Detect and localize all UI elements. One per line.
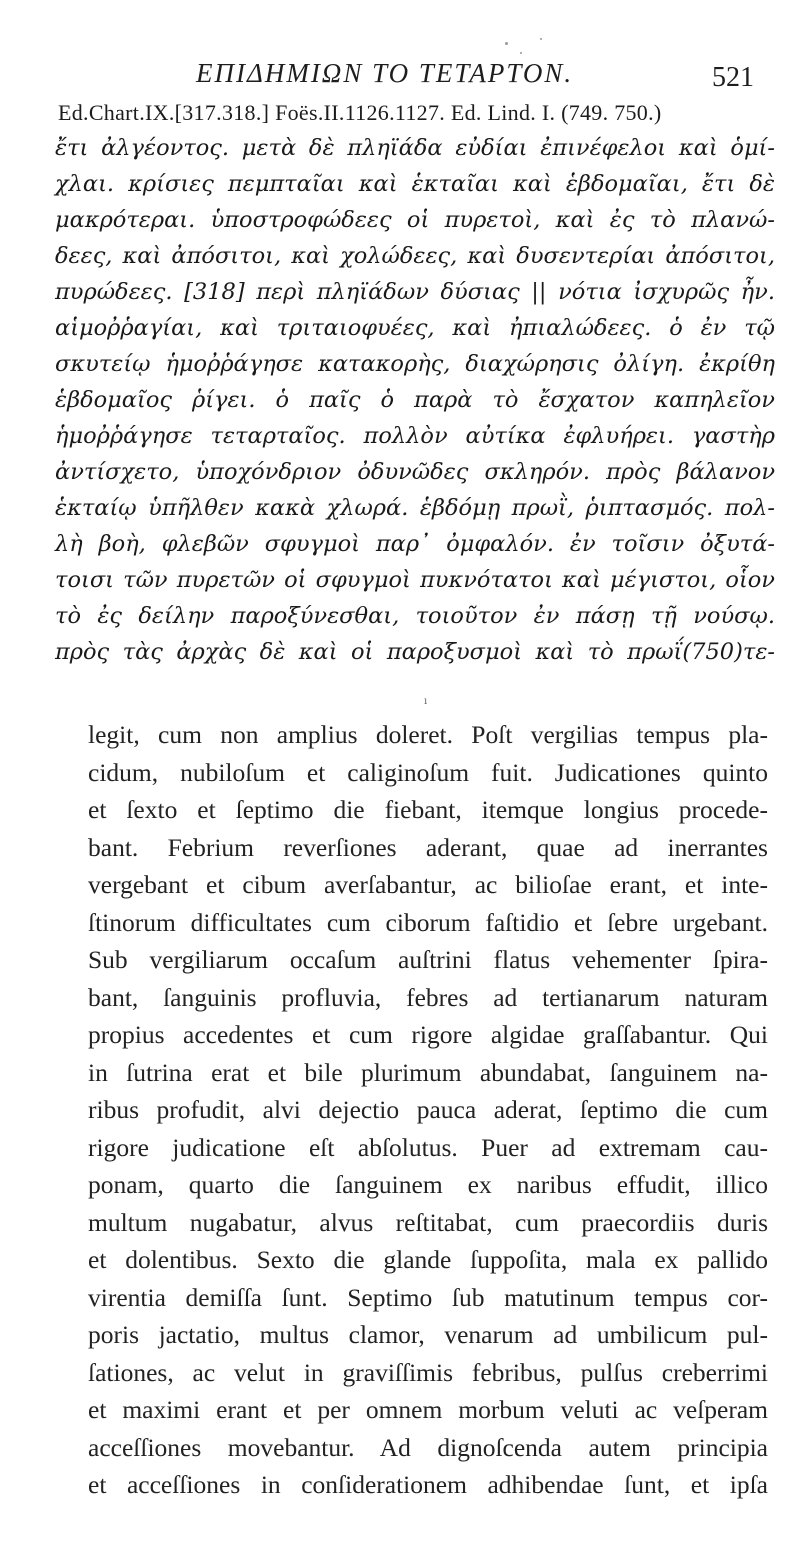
greek-line: λὴ βοὴ, φλεβῶν σφυγμοὶ παρ᾽ ὀμφαλόν. ἐν τοῖσιν ὀξυτά-: [55, 531, 775, 557]
paper-speck: [520, 52, 522, 54]
greek-line: αἱμοῤῥαγίαι, καὶ τριταιοφυέες, καὶ ἠπιαλώδεες. ὁ ἐν τῷ: [55, 315, 775, 341]
page-number: 521: [712, 62, 754, 93]
latin-line: legit, cum non amplius doleret. Poſt vergilias tempus pla-: [88, 720, 768, 749]
latin-line: et acceſſiones in conſiderationem adhibendae ſunt, et ipſa: [88, 1470, 768, 1499]
latin-line: bant, ſanguinis profluvia, febres ad tertianarum naturam: [88, 982, 768, 1012]
greek-line: τὸ ἐς δείλην παροξύνεσθαι, τοιοῦτον ἐν πάσῃ τῇ νούσῳ.: [55, 603, 775, 629]
greek-line: ἔτι ἀλγέοντος. μετὰ δὲ πληϊάδα εὐδίαι ἐπινέφελοι καὶ ὁμί-: [55, 135, 775, 161]
greek-line: πυρώδεες. [318] περὶ πληϊάδων δύσιας || νότια ἰσχυρῶς ἦν.: [55, 279, 775, 305]
running-title: ΕΠΙΔΗΜΙΩΝ ΤΟ ΤΕΤΑΡΤΟΝ.: [196, 58, 574, 88]
greek-line: πρὸς τὰς ἀρχὰς δὲ καὶ οἱ παροξυσμοὶ καὶ τὸ πρωΐ(750)τε-: [55, 639, 775, 665]
latin-line: in ſutrina erat et bile plurimum abundabat, ſanguinem na-: [88, 1057, 768, 1087]
greek-line: χλαι. κρίσιες πεμπταῖαι καὶ ἑκταῖαι καὶ ἑβδομαῖαι, ἔτι δὲ: [55, 171, 775, 197]
latin-translation-block: [88, 716, 768, 1504]
latin-line: virentia demiſſa ſunt. Septimo ſub matutinum tempus cor-: [88, 1282, 768, 1312]
edition-references: Ed.Chart.IX.[317.318.] Foës.II.1126.1127. Ed. Lind. I. (749. 750.): [58, 100, 662, 125]
latin-line: et dolentibus. Sexto die glande ſuppoſita, mala ex pallido: [88, 1245, 768, 1274]
greek-line: ἡμοῤῥάγησε τεταρταῖος. πολλὸν αὐτίκα ἐφλυήρει. γαστὴρ: [55, 423, 775, 449]
latin-line: Sub vergiliarum occaſum auſtrini flatus vehementer ſpira-: [88, 945, 768, 974]
running-header: [160, 52, 754, 96]
latin-line: ribus profudit, alvi dejectio pauca aderat, ſeptimo die cum: [88, 1095, 768, 1124]
latin-line: rigore judicatione eſt abſolutus. Puer ad extremam cau-: [88, 1132, 768, 1162]
latin-line: multum nugabatur, alvus reſtitabat, cum praecordiis duris: [88, 1207, 768, 1237]
greek-line: ἑβδομαῖος ῥίγει. ὁ παῖς ὁ παρὰ τὸ ἔσχατον καπηλεῖον: [55, 387, 775, 413]
greek-line: ἀντίσχετο, ὑποχόνδριον ὀδυνῶδες σκληρόν. πρὸς βάλανον: [55, 459, 775, 485]
paper-speck: [540, 38, 542, 40]
greek-text-block: [55, 130, 775, 670]
paper-speck: [505, 42, 508, 45]
latin-line: propius accedentes et cum rigore algidae graſſabantur. Qui: [88, 1020, 768, 1049]
latin-line: cidum, nubiloſum et caliginoſum fuit. Judicationes quinto: [88, 757, 768, 787]
greek-line: δεες, καὶ ἀπόσιτοι, καὶ χολώδεες, καὶ δυσεντερίαι ἀπόσιτοι,: [55, 243, 775, 269]
latin-line: poris jactatio, multus clamor, venarum ad umbilicum pul-: [88, 1320, 768, 1349]
latin-line: et ſexto et ſeptimo die fiebant, itemque longius procede-: [88, 795, 768, 824]
greek-line: μακρότεραι. ὑποστροφώδεες οἱ πυρετοὶ, καὶ ἐς τὸ πλανώ-: [55, 207, 775, 233]
latin-line: vergebant et cibum averſabantur, ac bilioſae erant, et inte-: [88, 870, 768, 899]
latin-line: bant. Febrium reverſiones aderant, quae ad inerrantes: [88, 832, 768, 862]
greek-line: σκυτείῳ ἡμοῤῥάγησε κατακορὴς, διαχώρησις ὀλίγη. ἐκρίθη: [55, 351, 775, 377]
greek-line: ἑκταίῳ ὑπῆλθεν κακὰ χλωρά. ἑβδόμῃ πρωῒ, ῥιπτασμός. πολ-: [55, 495, 775, 521]
printer-mark: ı: [424, 696, 428, 707]
latin-line: ſationes, ac velut in graviſſimis febribus, pulſus creberrimi: [88, 1357, 768, 1387]
greek-line: τοισι τῶν πυρετῶν οἱ σφυγμοὶ πυκνότατοι καὶ μέγιστοι, οἷον: [55, 567, 775, 593]
latin-line: acceſſiones movebantur. Ad dignoſcenda autem principia: [88, 1432, 768, 1462]
latin-line: et maximi erant et per omnem morbum veluti ac veſperam: [88, 1395, 768, 1424]
latin-line: ponam, quarto die ſanguinem ex naribus effudit, illico: [88, 1170, 768, 1199]
latin-line: ſtinorum difficultates cum ciborum faſtidio et ſebre urgebant.: [88, 907, 768, 937]
